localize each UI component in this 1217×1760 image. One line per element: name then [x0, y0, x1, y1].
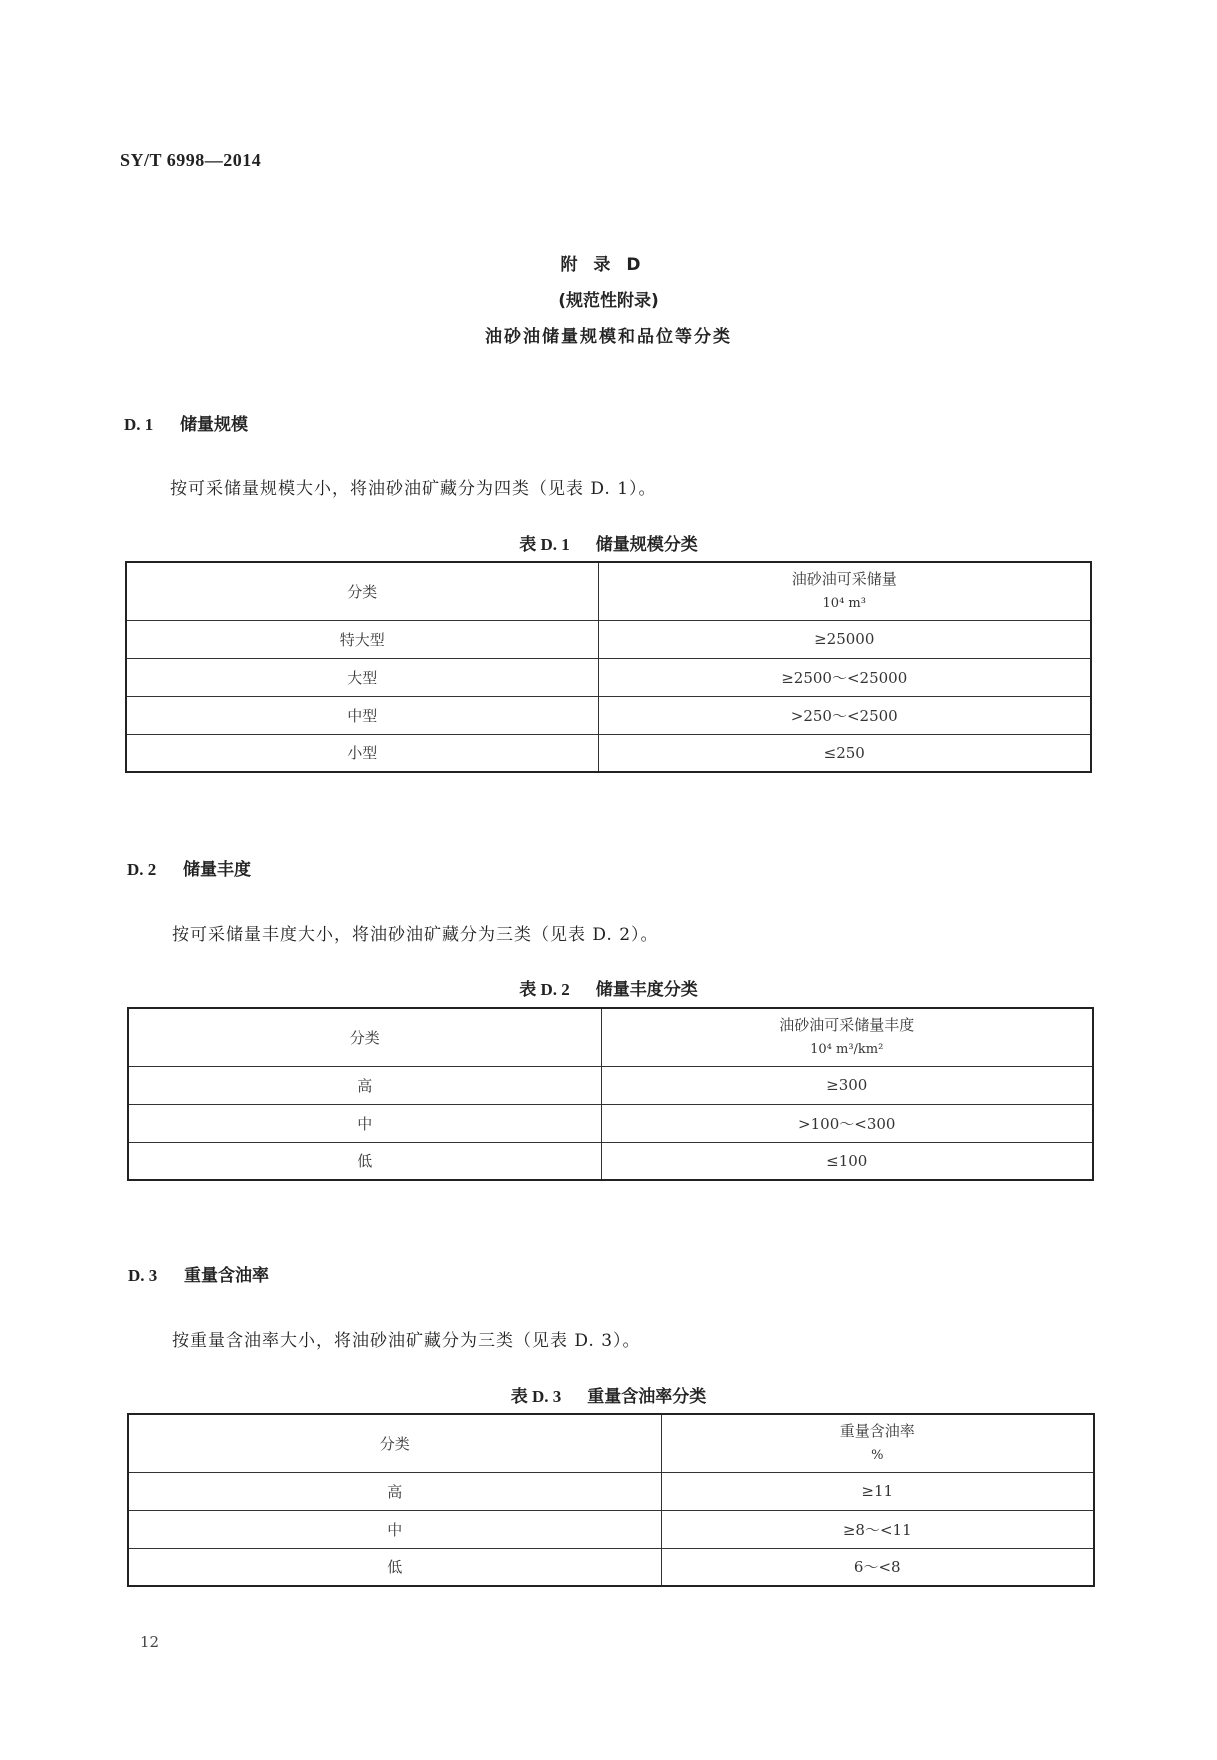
table-header-cell: 分类 — [128, 1414, 661, 1472]
table-cell-category: 小型 — [126, 734, 598, 772]
section-heading — [127, 855, 251, 880]
annex-subtitle: (规范性附录) — [558, 291, 659, 311]
page-number: 12 — [140, 1633, 160, 1651]
table-cell-value: ≥8～<11 — [661, 1510, 1094, 1548]
table-row — [128, 1548, 1094, 1586]
table-title: 储量规模分类 — [595, 535, 698, 555]
table-cell-category: 特大型 — [126, 620, 598, 658]
section-paragraph: 按可采储量规模大小，将油砂油矿藏分为四类（见表 D. 1）。 — [170, 479, 657, 499]
oil-content-table — [127, 1413, 1095, 1587]
reserve-abundance-table — [127, 1007, 1094, 1181]
table-header-cell: 油砂油可采储量丰度 10⁴ m³/km² — [601, 1008, 1093, 1066]
table-cell-category: 高 — [128, 1066, 601, 1104]
section-number: D. 2 — [127, 860, 157, 879]
section-number: D. 3 — [128, 1266, 158, 1285]
table-header-cell: 油砂油可采储量 10⁴ m³ — [598, 562, 1091, 620]
reserve-scale-table — [125, 561, 1092, 773]
table-cell-value: ≥25000 — [598, 620, 1091, 658]
table-number: 表 D. 3 — [510, 1387, 562, 1406]
table-row — [126, 658, 1091, 696]
section-title: 重量含油率 — [184, 1266, 269, 1286]
section-number: D. 1 — [124, 415, 154, 434]
table-cell-value: ≥300 — [601, 1066, 1093, 1104]
table-title: 重量含油率分类 — [587, 1387, 707, 1407]
table-cell-value: 6～<8 — [661, 1548, 1094, 1586]
table-number: 表 D. 1 — [519, 535, 570, 554]
table-row — [128, 1066, 1093, 1104]
table-header-row — [126, 562, 1091, 620]
table-row — [126, 696, 1091, 734]
table-cell-value: >100～<300 — [601, 1104, 1093, 1142]
table-header-row — [128, 1414, 1094, 1472]
section-title: 储量规模 — [180, 415, 248, 435]
table-header-row — [128, 1008, 1093, 1066]
table-cell-category: 中 — [128, 1510, 661, 1548]
section-paragraph: 按重量含油率大小，将油砂油矿藏分为三类（见表 D. 3）。 — [172, 1331, 641, 1351]
table-row — [128, 1142, 1093, 1180]
table-cell-value: ≤250 — [598, 734, 1091, 772]
table-title: 储量丰度分类 — [595, 980, 698, 1000]
table-caption — [0, 975, 1217, 1000]
table-cell-category: 低 — [128, 1142, 601, 1180]
table-cell-value: ≤100 — [601, 1142, 1093, 1180]
section-heading — [128, 1261, 269, 1286]
table-caption — [0, 530, 1217, 555]
annex-title: 附录D — [560, 255, 657, 275]
table-row — [126, 734, 1091, 772]
table-cell-category: 高 — [128, 1472, 661, 1510]
table-row — [126, 620, 1091, 658]
section-heading — [124, 410, 248, 435]
table-cell-value: >250～<2500 — [598, 696, 1091, 734]
table-row — [128, 1104, 1093, 1142]
table-number: 表 D. 2 — [519, 980, 570, 999]
section-title: 储量丰度 — [183, 860, 251, 880]
table-header-cell: 重量含油率 % — [661, 1414, 1094, 1472]
table-cell-category: 中 — [128, 1104, 601, 1142]
table-caption — [0, 1382, 1217, 1407]
table-header-cell: 分类 — [128, 1008, 601, 1066]
table-cell-value: ≥2500～<25000 — [598, 658, 1091, 696]
standard-code: SY/T 6998—2014 — [120, 150, 262, 170]
table-row — [128, 1472, 1094, 1510]
table-header-cell: 分类 — [126, 562, 598, 620]
table-cell-value: ≥11 — [661, 1472, 1094, 1510]
section-paragraph: 按可采储量丰度大小，将油砂油矿藏分为三类（见表 D. 2）。 — [172, 925, 659, 945]
table-cell-category: 大型 — [126, 658, 598, 696]
table-row — [128, 1510, 1094, 1548]
annex-name: 油砂油储量规模和品位等分类 — [485, 327, 732, 347]
table-cell-category: 低 — [128, 1548, 661, 1586]
table-cell-category: 中型 — [126, 696, 598, 734]
